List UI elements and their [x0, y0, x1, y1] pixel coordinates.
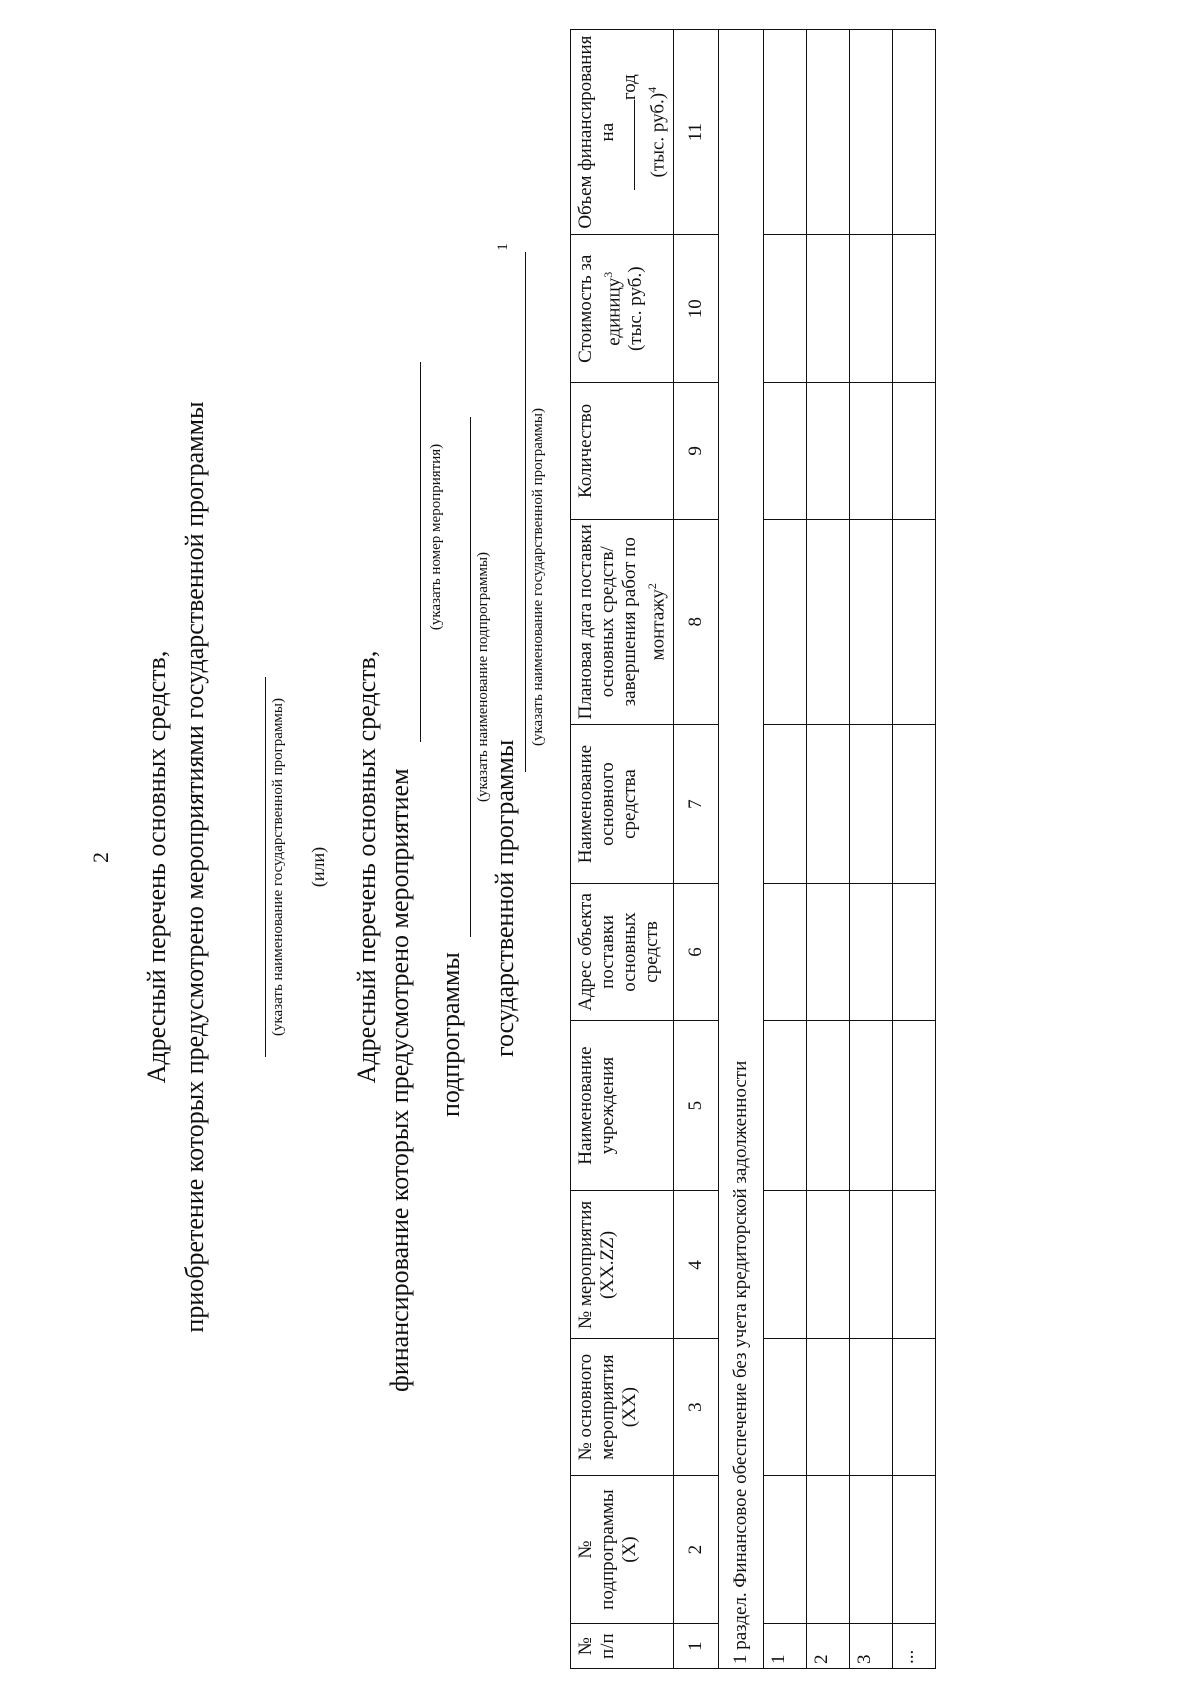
footnote-ref: 1: [495, 243, 511, 251]
empty-cell: [807, 30, 850, 235]
empty-cell: [850, 30, 893, 235]
fixed-assets-table: [570, 29, 936, 1669]
empty-cell: [850, 235, 893, 383]
empty-cell: [807, 884, 850, 1020]
empty-cell: [850, 1475, 893, 1623]
header-asset-name: Наименование основного средства: [571, 724, 674, 883]
empty-cell: [893, 1020, 936, 1191]
col-num: 8: [674, 519, 719, 724]
hint-event-number: (указать номер мероприятия): [428, 443, 444, 631]
hint-state-program: (указать наименование государственной программы): [530, 408, 546, 746]
empty-cell: [807, 519, 850, 724]
empty-cell: [893, 724, 936, 883]
table-row: [850, 30, 893, 1669]
empty-cell: [850, 1191, 893, 1339]
or-text: (или): [308, 846, 328, 888]
header-event: № мероприятия (XX.ZZ): [571, 1191, 674, 1339]
table-row: [807, 30, 850, 1669]
empty-cell: [764, 519, 807, 724]
empty-cell: [893, 519, 936, 724]
empty-cell: [807, 1475, 850, 1623]
empty-cell: [807, 724, 850, 883]
subprogram-label: подпрограммы: [436, 952, 465, 1117]
empty-cell: [764, 1020, 807, 1191]
col-num: 4: [674, 1191, 719, 1339]
col-num: 1: [674, 1624, 719, 1669]
col-num: 10: [674, 235, 719, 383]
empty-cell: [807, 1020, 850, 1191]
footnote-4: 4: [645, 86, 659, 93]
row-number: 3: [850, 1624, 893, 1669]
empty-cell: [807, 235, 850, 383]
table-header-row: [571, 30, 674, 1669]
col-num: 5: [674, 1020, 719, 1191]
subprogram-line: [470, 417, 471, 937]
header-unit-cost-text: Стоимость за единицу: [575, 254, 625, 363]
title-line-1: Адресный перечень основных средств,: [142, 650, 171, 1084]
header-year: год: [619, 74, 640, 101]
header-planned-date: [571, 519, 674, 724]
empty-cell: [764, 1475, 807, 1623]
col-num: 7: [674, 724, 719, 883]
section-title: 1 раздел. Финансовое обеспечение без учета кредиторской задолженности: [719, 30, 764, 1669]
table-row: [764, 30, 807, 1669]
empty-cell: [850, 1339, 893, 1475]
hint-program: (указать наименование государственной программы): [270, 698, 286, 1036]
empty-cell: [893, 884, 936, 1020]
header-funding-unit: (тыс. руб.): [647, 92, 669, 178]
footnote-3: 3: [601, 271, 615, 278]
empty-cell: [893, 235, 936, 383]
col-num: 3: [674, 1339, 719, 1475]
row-number: 2: [807, 1624, 850, 1669]
empty-cell: [893, 30, 936, 235]
empty-cell: [893, 383, 936, 519]
empty-cell: [893, 1339, 936, 1475]
state-program-label: государственной программы: [490, 739, 519, 1057]
page-number: 2: [88, 852, 113, 863]
year-blank: [634, 100, 635, 190]
empty-cell: [850, 1020, 893, 1191]
event-number-line: [420, 362, 421, 742]
header-address: Адрес объекта поставки основных средств: [571, 884, 674, 1020]
empty-cell: [764, 884, 807, 1020]
empty-cell: [807, 383, 850, 519]
state-program-line: [525, 252, 526, 772]
row-number: 1: [764, 1624, 807, 1669]
col-num: 6: [674, 884, 719, 1020]
column-number-row: [674, 30, 719, 1669]
table-row: [893, 30, 936, 1669]
col-num: 2: [674, 1475, 719, 1623]
empty-cell: [850, 884, 893, 1020]
header-main-event: № основного мероприятия (ХХ): [571, 1339, 674, 1475]
header-unit-cost-unit: (тыс. руб.): [625, 266, 647, 352]
title2-line-1: Адресный перечень основных средств,: [352, 650, 381, 1084]
header-planned-date-text: Плановая дата поставки основных средств/завершения работ по монтажу: [575, 524, 669, 720]
empty-cell: [764, 1339, 807, 1475]
header-subprogram: № подпрограммы (Х): [571, 1475, 674, 1623]
empty-cell: [850, 383, 893, 519]
col-num: 9: [674, 383, 719, 519]
empty-cell: [764, 235, 807, 383]
empty-cell: [807, 1191, 850, 1339]
empty-cell: [764, 1191, 807, 1339]
header-num: № п/п: [571, 1624, 674, 1669]
empty-cell: [850, 724, 893, 883]
footnote-2: 2: [645, 583, 659, 590]
empty-cell: [764, 383, 807, 519]
empty-cell: [764, 30, 807, 235]
hint-subprogram: (указать наименование подпрограммы): [475, 551, 491, 803]
header-funding: [571, 30, 674, 235]
header-funding-text: Объем финансирования на: [575, 35, 618, 229]
empty-cell: [893, 1475, 936, 1623]
empty-cell: [807, 1339, 850, 1475]
empty-cell: [850, 519, 893, 724]
empty-cell: [893, 1191, 936, 1339]
title2-line-2: финансирование которых предусмотрено мероприятием: [385, 768, 414, 1392]
title-line-2: приобретение которых предусмотрено мероприятиями государственной программы: [180, 401, 209, 1333]
header-institution: Наименование учреждения: [571, 1020, 674, 1191]
header-quantity: Количество: [571, 383, 674, 519]
col-num: 11: [674, 30, 719, 235]
header-unit-cost: [571, 235, 674, 383]
program-name-line: [265, 677, 266, 1057]
row-number: ...: [893, 1624, 936, 1669]
empty-cell: [764, 724, 807, 883]
section-row: [719, 30, 764, 1669]
